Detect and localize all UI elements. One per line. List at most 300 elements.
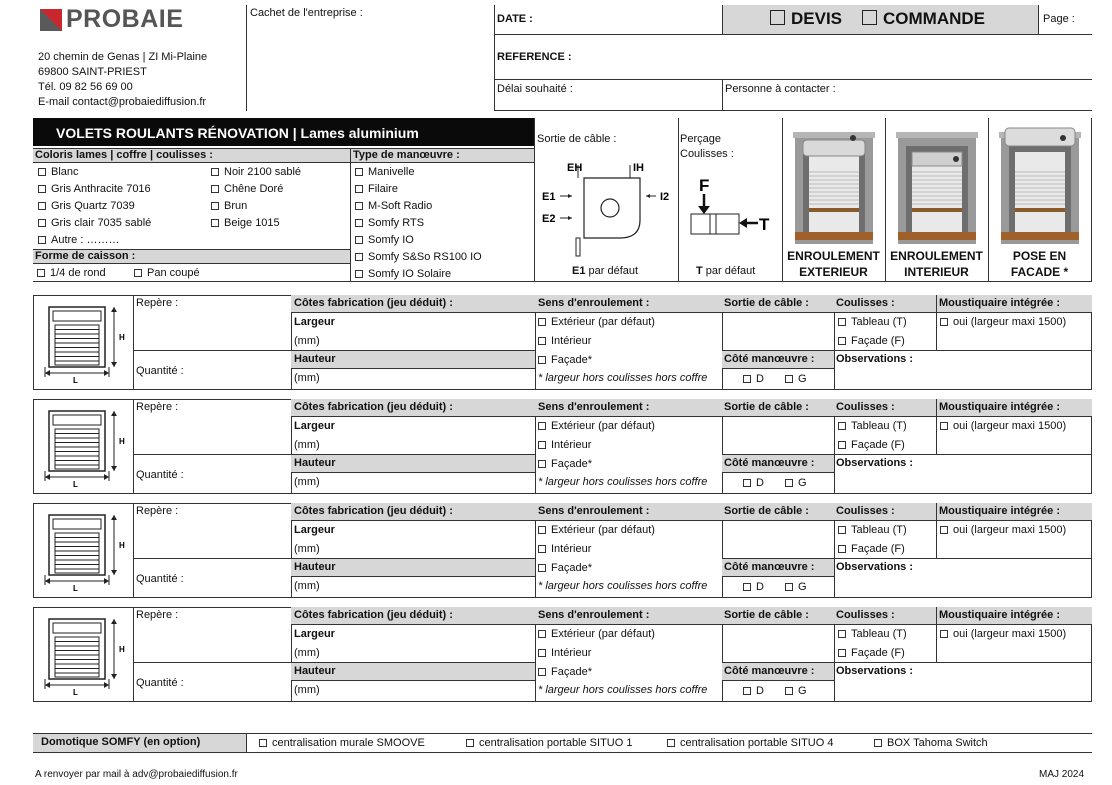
- checkbox[interactable]: [538, 526, 546, 534]
- moustiquaire-oui-label: oui (largeur maxi 1500): [953, 628, 1067, 640]
- cotes-label: Côtes fabrication (jeu déduit) :: [294, 505, 453, 517]
- product-title: [33, 118, 534, 146]
- color-option[interactable]: [211, 183, 283, 195]
- cotes-label: Côtes fabrication (jeu déduit) :: [294, 401, 453, 413]
- largeur-label: Largeur: [294, 524, 335, 536]
- cote-g[interactable]: [785, 477, 807, 489]
- coulisse-tableau-label: Tableau (T): [851, 524, 907, 536]
- label-e2: E2: [542, 213, 556, 225]
- repere-label: Repère :: [136, 609, 179, 621]
- quantite-label: Quantité :: [136, 365, 184, 377]
- cable-exit-diagram: [536, 156, 676, 260]
- maneuver-option-label: Somfy IO: [368, 234, 414, 246]
- cote-manoeuvre-label: Côté manœuvre :: [724, 457, 815, 469]
- coulisse-tableau-label: Tableau (T): [851, 420, 907, 432]
- contact-label: Personne à contacter :: [725, 83, 836, 95]
- drill-diagram: [686, 174, 780, 238]
- checkbox[interactable]: [940, 630, 948, 638]
- maneuver-option-label: M-Soft Radio: [368, 200, 433, 212]
- checkbox[interactable]: [667, 739, 675, 747]
- logo-text: PROBAIE: [66, 5, 184, 33]
- sens-exterieur[interactable]: [538, 524, 655, 536]
- window-shutter-illustration: [793, 122, 875, 246]
- sens-facade[interactable]: [538, 354, 592, 366]
- hauteur-label: Hauteur: [294, 561, 336, 573]
- rail-profile: [691, 214, 739, 234]
- drill-title-2: Coulisses :: [680, 148, 734, 160]
- cable-default-text: par défaut: [588, 265, 639, 277]
- domotique-option-label: centralisation portable SITUO 1: [479, 737, 633, 749]
- cote-manoeuvre-label: Côté manœuvre :: [724, 353, 815, 365]
- sens-note: * largeur hors coulisses hors coffre: [538, 684, 708, 696]
- sortie-field[interactable]: [722, 625, 834, 663]
- sortie-label: Sortie de câble :: [724, 297, 809, 309]
- maneuver-option-label: Somfy RTS: [368, 217, 425, 229]
- checkbox[interactable]: [874, 739, 882, 747]
- cote-d[interactable]: [743, 581, 764, 593]
- checkbox[interactable]: [785, 375, 793, 383]
- email: E-mail contact@probaiediffusion.fr: [38, 96, 207, 108]
- color-option-label: Gris Anthracite 7016: [51, 183, 151, 195]
- cote-d[interactable]: [743, 477, 764, 489]
- coulisses-label: Coulisses :: [836, 505, 895, 517]
- repere-label: Repère :: [136, 505, 179, 517]
- window-shutter-illustration: [896, 122, 978, 246]
- commande-checkbox[interactable]: [862, 10, 877, 25]
- color-option[interactable]: [211, 217, 280, 229]
- shutter-dimension-diagram: [41, 511, 131, 591]
- moustiquaire-oui[interactable]: [940, 628, 1066, 640]
- checkbox[interactable]: [538, 441, 546, 449]
- cote-g[interactable]: [785, 685, 807, 697]
- quantite-label: Quantité :: [136, 469, 184, 481]
- quantite-label: Quantité :: [136, 573, 184, 585]
- domotique-situo4[interactable]: [667, 737, 833, 749]
- cote-d[interactable]: [743, 685, 764, 697]
- largeur-label: Largeur: [294, 316, 335, 328]
- checkbox[interactable]: [785, 583, 793, 591]
- cote-manoeuvre-label: Côté manœuvre :: [724, 665, 815, 677]
- color-option-label: Beige 1015: [224, 217, 280, 229]
- sens-facade[interactable]: [538, 562, 592, 574]
- sens-label: Sens d'enroulement :: [538, 609, 650, 621]
- checkbox[interactable]: [538, 422, 546, 430]
- domotique-situo1[interactable]: [466, 737, 632, 749]
- cote-d-label: D: [756, 581, 764, 593]
- observations-label: Observations :: [836, 561, 914, 573]
- hauteur-field[interactable]: [291, 473, 535, 494]
- cote-d-label: D: [756, 373, 764, 385]
- drill-default-text: par défaut: [705, 265, 756, 277]
- checkbox[interactable]: [785, 687, 793, 695]
- devis-option[interactable]: [770, 9, 842, 29]
- checkbox[interactable]: [538, 337, 546, 345]
- coulisse-tableau[interactable]: [838, 628, 907, 640]
- footer-send: A renvoyer par mail à adv@probaiediffusion.fr: [35, 769, 238, 780]
- repere-label: Repère :: [136, 401, 179, 413]
- sens-exterieur[interactable]: [538, 628, 655, 640]
- sens-interieur-label: Intérieur: [551, 335, 592, 347]
- reference-label: REFERENCE :: [497, 51, 572, 63]
- cote-g[interactable]: [785, 373, 807, 385]
- moustiquaire-label: Moustiquaire intégrée :: [939, 505, 1061, 517]
- checkbox[interactable]: [38, 185, 46, 193]
- checkbox[interactable]: [211, 219, 219, 227]
- sens-interieur-label: Intérieur: [551, 647, 592, 659]
- shutter-dimension-diagram: [41, 303, 131, 383]
- drill-default: [696, 265, 755, 277]
- checkbox[interactable]: [37, 269, 45, 277]
- sens-label: Sens d'enroulement :: [538, 401, 650, 413]
- dim-h: H: [119, 541, 125, 550]
- mm-label: (mm): [294, 580, 320, 592]
- checkbox[interactable]: [743, 479, 751, 487]
- dim-h: H: [119, 645, 125, 654]
- hauteur-label: Hauteur: [294, 457, 336, 469]
- color-option-label: Gris Quartz 7039: [51, 200, 135, 212]
- checkbox[interactable]: [538, 668, 546, 676]
- mounting-mode-subtitle: FACADE *: [1010, 265, 1069, 279]
- cable-default: [572, 265, 638, 277]
- maneuver-option[interactable]: [355, 268, 451, 280]
- domotique-smoove[interactable]: [259, 737, 425, 749]
- checkbox[interactable]: [743, 687, 751, 695]
- sortie-label: Sortie de câble :: [724, 401, 809, 413]
- domotique-label: Domotique SOMFY (en option): [41, 736, 201, 748]
- checkbox[interactable]: [355, 185, 363, 193]
- page-label: Page :: [1043, 13, 1075, 25]
- checkbox[interactable]: [538, 460, 546, 468]
- checkbox[interactable]: [355, 168, 363, 176]
- cotes-label: Côtes fabrication (jeu déduit) :: [294, 609, 453, 621]
- address-line-2: 69800 SAINT-PRIEST: [38, 66, 147, 78]
- sens-note: * largeur hors coulisses hors coffre: [538, 372, 708, 384]
- maneuver-option[interactable]: [355, 234, 414, 246]
- reference-field[interactable]: [494, 35, 1092, 80]
- box-shape-label: Pan coupé: [147, 267, 200, 279]
- maneuver-col-divider: [350, 163, 351, 282]
- devis-label: DEVIS: [791, 9, 843, 28]
- sens-facade-label: Façade*: [551, 458, 592, 470]
- commande-label: COMMANDE: [883, 9, 985, 28]
- sens-exterieur-label: Extérieur (par défaut): [551, 524, 655, 536]
- delai-label: Délai souhaité :: [497, 83, 573, 95]
- sens-interieur[interactable]: [538, 543, 591, 555]
- moustiquaire-oui[interactable]: [940, 316, 1066, 328]
- coulisses-label: Coulisses :: [836, 609, 895, 621]
- mounting-mode-title: ENROULEMENT: [787, 249, 880, 263]
- maneuver-option-label: Manivelle: [368, 166, 415, 178]
- mm-label: (mm): [294, 439, 320, 451]
- checkbox[interactable]: [785, 479, 793, 487]
- hauteur-field[interactable]: [291, 577, 535, 598]
- color-option[interactable]: [38, 200, 135, 212]
- domotique-tahoma[interactable]: [874, 737, 988, 749]
- sortie-field[interactable]: [722, 417, 834, 455]
- repere-label: Repère :: [136, 297, 179, 309]
- hauteur-field[interactable]: [291, 369, 535, 390]
- cable-title: Sortie de câble :: [537, 133, 617, 145]
- dim-l: L: [73, 480, 78, 487]
- label-f: F: [699, 176, 710, 195]
- cote-d[interactable]: [743, 373, 764, 385]
- coulisses-label: Coulisses :: [836, 401, 895, 413]
- maneuver-option[interactable]: [355, 217, 424, 229]
- mm-label: (mm): [294, 372, 320, 384]
- checkbox[interactable]: [538, 564, 546, 572]
- coulisses-label: Coulisses :: [836, 297, 895, 309]
- checkbox[interactable]: [38, 168, 46, 176]
- checkbox[interactable]: [538, 318, 546, 326]
- cotes-label: Côtes fabrication (jeu déduit) :: [294, 297, 453, 309]
- colors-header-text: Coloris lames | coffre | coulisses :: [35, 149, 213, 161]
- box-shape-label: 1/4 de rond: [50, 267, 106, 279]
- checkbox[interactable]: [838, 337, 846, 345]
- checkbox[interactable]: [38, 202, 46, 210]
- maneuver-option-label: Filaire: [368, 183, 398, 195]
- moustiquaire-oui[interactable]: [940, 420, 1066, 432]
- cote-manoeuvre-label: Côté manœuvre :: [724, 561, 815, 573]
- mounting-mode-title: POSE EN: [1012, 249, 1067, 263]
- checkbox[interactable]: [838, 526, 846, 534]
- sens-interieur[interactable]: [538, 335, 591, 347]
- coulisse-tableau[interactable]: [838, 524, 907, 536]
- domotique-option-label: centralisation portable SITUO 4: [680, 737, 834, 749]
- observations-label: Observations :: [836, 353, 914, 365]
- cote-g-label: G: [798, 685, 807, 697]
- coulisse-tableau[interactable]: [838, 316, 907, 328]
- color-option-label: Brun: [224, 200, 248, 212]
- color-option[interactable]: [211, 200, 247, 212]
- hauteur-label: Hauteur: [294, 353, 336, 365]
- box-shape-quart[interactable]: [37, 267, 106, 279]
- sortie-field[interactable]: [722, 521, 834, 559]
- checkbox[interactable]: [211, 202, 219, 210]
- checkbox[interactable]: [259, 739, 267, 747]
- drill-title-1: Perçage: [680, 133, 721, 145]
- moustiquaire-label: Moustiquaire intégrée :: [939, 609, 1061, 621]
- window-shutter-illustration: [999, 122, 1081, 246]
- moustiquaire-oui-label: oui (largeur maxi 1500): [953, 316, 1067, 328]
- color-option[interactable]: [38, 166, 79, 178]
- sens-interieur[interactable]: [538, 439, 591, 451]
- color-option[interactable]: [38, 217, 151, 229]
- moustiquaire-oui[interactable]: [940, 524, 1066, 536]
- sens-exterieur-label: Extérieur (par défaut): [551, 420, 655, 432]
- mounting-mode-title: ENROULEMENT: [890, 249, 983, 263]
- coulisse-facade[interactable]: [838, 543, 905, 555]
- maneuver-option[interactable]: [355, 200, 432, 212]
- moustiquaire-label: Moustiquaire intégrée :: [939, 297, 1061, 309]
- checkbox[interactable]: [38, 236, 46, 244]
- stamp-label: Cachet de l'entreprise :: [250, 7, 363, 19]
- domotique-option-label: BOX Tahoma Switch: [887, 737, 988, 749]
- color-option-label: Noir 2100 sablé: [224, 166, 302, 178]
- checkbox[interactable]: [211, 185, 219, 193]
- coulisse-tableau[interactable]: [838, 420, 907, 432]
- checkbox[interactable]: [538, 356, 546, 364]
- sens-label: Sens d'enroulement :: [538, 505, 650, 517]
- maneuver-option-label: Somfy IO Solaire: [368, 268, 452, 280]
- sens-interieur-label: Intérieur: [551, 439, 592, 451]
- maneuver-option[interactable]: [355, 166, 414, 178]
- checkbox[interactable]: [940, 318, 948, 326]
- sens-exterieur[interactable]: [538, 420, 655, 432]
- label-eh: EH: [567, 162, 583, 174]
- cote-g[interactable]: [785, 581, 807, 593]
- color-option[interactable]: [38, 234, 119, 246]
- checkbox[interactable]: [538, 630, 546, 638]
- checkbox[interactable]: [538, 545, 546, 553]
- shutter-row: [33, 607, 1092, 702]
- mm-label: (mm): [294, 543, 320, 555]
- box-outline: [584, 178, 640, 238]
- checkbox[interactable]: [538, 649, 546, 657]
- hauteur-label: Hauteur: [294, 665, 336, 677]
- dim-h: H: [119, 437, 125, 446]
- hauteur-field[interactable]: [291, 681, 535, 702]
- logo-mark-shadow: [40, 9, 62, 31]
- dim-l: L: [73, 688, 78, 695]
- sortie-field[interactable]: [722, 313, 834, 351]
- sens-exterieur[interactable]: [538, 316, 655, 328]
- coulisse-facade-label: Façade (F): [851, 543, 905, 555]
- observations-label: Observations :: [836, 665, 914, 677]
- checkbox[interactable]: [355, 236, 363, 244]
- checkbox[interactable]: [838, 422, 846, 430]
- label-e1: E1: [542, 191, 556, 203]
- largeur-label: Largeur: [294, 420, 335, 432]
- mm-label: (mm): [294, 476, 320, 488]
- domotique-option-label: centralisation murale SMOOVE: [272, 737, 425, 749]
- sens-interieur[interactable]: [538, 647, 591, 659]
- checkbox[interactable]: [355, 202, 363, 210]
- mm-label: (mm): [294, 684, 320, 696]
- color-option[interactable]: [38, 183, 151, 195]
- drill-default-code: T: [696, 265, 703, 277]
- label-ih: IH: [633, 162, 644, 174]
- shutter-dimension-diagram: [41, 615, 131, 695]
- sens-note: * largeur hors coulisses hors coffre: [538, 580, 708, 592]
- coulisse-tableau-label: Tableau (T): [851, 316, 907, 328]
- color-option-label: Chêne Doré: [224, 183, 284, 195]
- color-option[interactable]: [211, 166, 301, 178]
- slat-stub: [576, 238, 580, 256]
- devis-checkbox[interactable]: [770, 10, 785, 25]
- coulisse-tableau-label: Tableau (T): [851, 628, 907, 640]
- sortie-label: Sortie de câble :: [724, 505, 809, 517]
- label-t: T: [759, 215, 770, 234]
- stamp-box[interactable]: [246, 5, 494, 111]
- checkbox[interactable]: [211, 168, 219, 176]
- checkbox[interactable]: [940, 422, 948, 430]
- checkbox[interactable]: [838, 630, 846, 638]
- cable-default-code: E1: [572, 265, 586, 277]
- box-shape-pan[interactable]: [134, 267, 200, 279]
- checkbox[interactable]: [838, 441, 846, 449]
- coulisse-facade-label: Façade (F): [851, 335, 905, 347]
- maneuver-header-text: Type de manœuvre :: [353, 149, 460, 161]
- checkbox[interactable]: [355, 270, 363, 278]
- coulisse-facade[interactable]: [838, 647, 905, 659]
- mm-label: (mm): [294, 647, 320, 659]
- observations-label: Observations :: [836, 457, 914, 469]
- sens-facade[interactable]: [538, 666, 592, 678]
- checkbox[interactable]: [940, 526, 948, 534]
- maneuver-option-label: Somfy S&So RS100 IO: [368, 251, 482, 263]
- maneuver-option[interactable]: [355, 183, 398, 195]
- roller-circle: [601, 199, 619, 217]
- dim-h: H: [119, 333, 125, 342]
- checkbox[interactable]: [134, 269, 142, 277]
- label-i2: I2: [660, 191, 670, 203]
- checkbox[interactable]: [838, 318, 846, 326]
- cote-g-label: G: [798, 477, 807, 489]
- quantite-label: Quantité :: [136, 677, 184, 689]
- color-option-label: Gris clair 7035 sablé: [51, 217, 152, 229]
- checkbox[interactable]: [838, 545, 846, 553]
- coulisse-facade-label: Façade (F): [851, 439, 905, 451]
- product-title-text: VOLETS ROULANTS RÉNOVATION | Lames aluminium: [56, 125, 419, 141]
- coulisse-facade-label: Façade (F): [851, 647, 905, 659]
- checkbox[interactable]: [355, 253, 363, 261]
- sens-facade-label: Façade*: [551, 354, 592, 366]
- coulisse-facade[interactable]: [838, 335, 905, 347]
- cote-g-label: G: [798, 581, 807, 593]
- moustiquaire-oui-label: oui (largeur maxi 1500): [953, 524, 1067, 536]
- cote-d-label: D: [756, 477, 764, 489]
- checkbox[interactable]: [38, 219, 46, 227]
- mm-label: (mm): [294, 335, 320, 347]
- sens-facade[interactable]: [538, 458, 592, 470]
- shutter-row: [33, 503, 1092, 598]
- sens-note: * largeur hors coulisses hors coffre: [538, 476, 708, 488]
- phone: Tél. 09 82 56 69 00: [38, 81, 133, 93]
- commande-option[interactable]: [862, 9, 985, 29]
- checkbox[interactable]: [743, 375, 751, 383]
- mounting-mode-subtitle: EXTERIEUR: [799, 265, 868, 279]
- moustiquaire-oui-label: oui (largeur maxi 1500): [953, 420, 1067, 432]
- sens-facade-label: Façade*: [551, 562, 592, 574]
- shutter-dimension-diagram: [41, 407, 131, 487]
- coulisse-facade[interactable]: [838, 439, 905, 451]
- color-option-label: Blanc: [51, 166, 79, 178]
- sens-exterieur-label: Extérieur (par défaut): [551, 316, 655, 328]
- cote-d-label: D: [756, 685, 764, 697]
- dim-l: L: [73, 584, 78, 591]
- checkbox[interactable]: [466, 739, 474, 747]
- dim-l: L: [73, 376, 78, 383]
- cote-g-label: G: [798, 373, 807, 385]
- date-label: DATE :: [497, 13, 533, 25]
- sens-facade-label: Façade*: [551, 666, 592, 678]
- moustiquaire-label: Moustiquaire intégrée :: [939, 401, 1061, 413]
- address-line-1: 20 chemin de Genas | ZI Mi-Plaine: [38, 51, 208, 63]
- sens-exterieur-label: Extérieur (par défaut): [551, 628, 655, 640]
- sortie-label: Sortie de câble :: [724, 609, 809, 621]
- checkbox[interactable]: [743, 583, 751, 591]
- shutter-row: [33, 399, 1092, 494]
- shutter-row: [33, 295, 1092, 390]
- maneuver-option[interactable]: [355, 251, 482, 263]
- checkbox[interactable]: [838, 649, 846, 657]
- color-option-label: Autre : ………: [51, 234, 120, 246]
- sens-label: Sens d'enroulement :: [538, 297, 650, 309]
- sens-interieur-label: Intérieur: [551, 543, 592, 555]
- largeur-label: Largeur: [294, 628, 335, 640]
- mounting-mode-subtitle: INTERIEUR: [904, 265, 969, 279]
- checkbox[interactable]: [355, 219, 363, 227]
